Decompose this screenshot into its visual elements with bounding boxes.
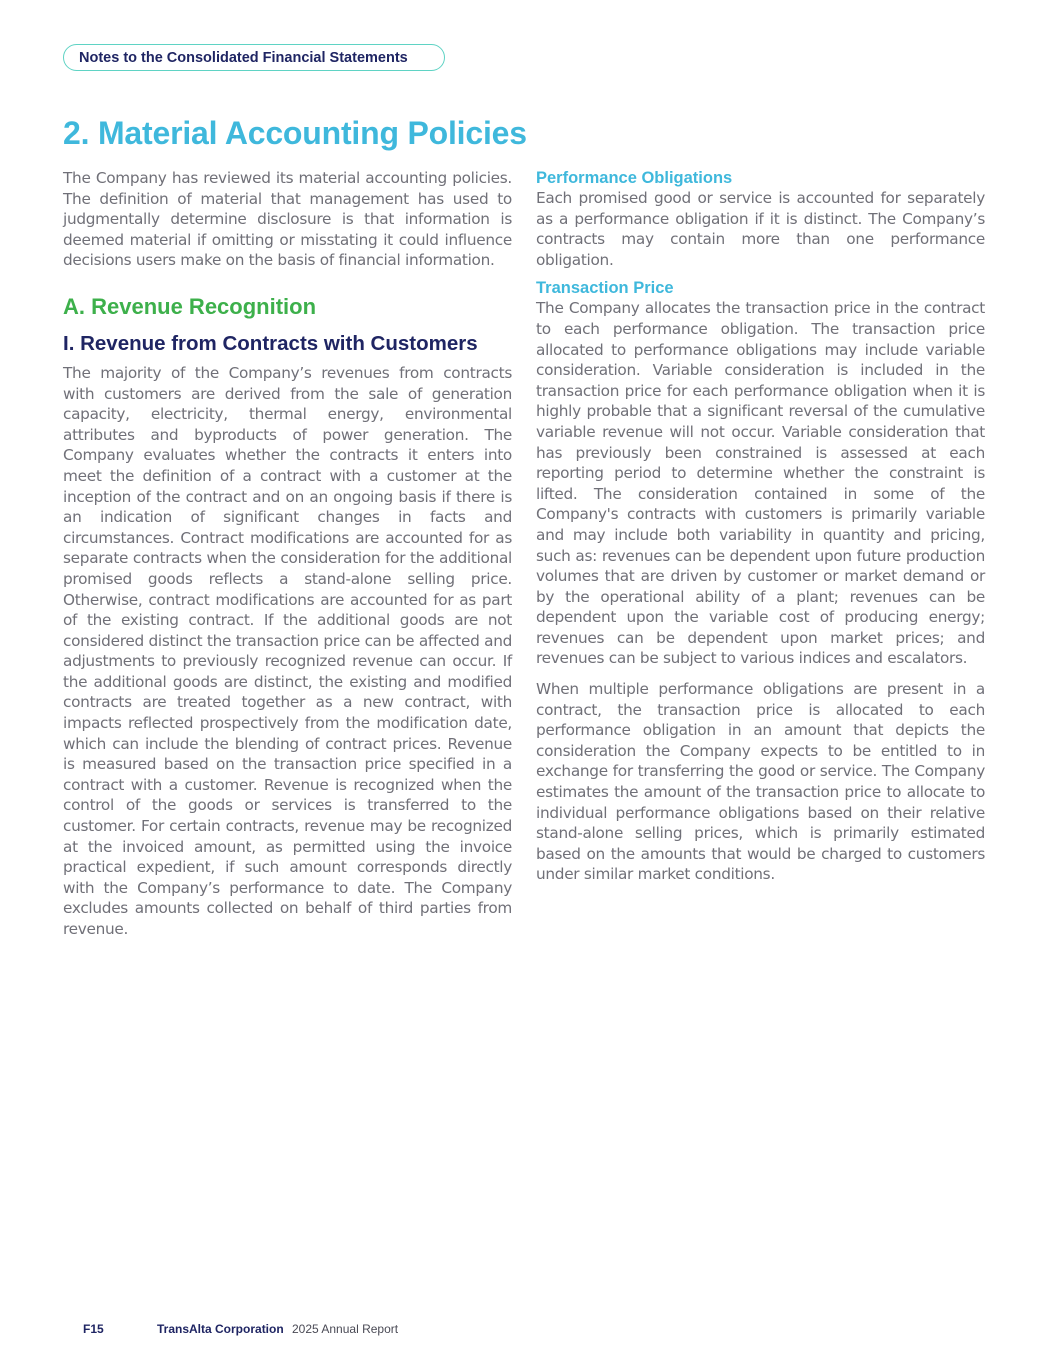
left-column: [63, 168, 512, 940]
company-name: TransAlta Corporation: [157, 1322, 284, 1336]
section-label-pill: Notes to the Consolidated Financial Statements: [63, 44, 445, 71]
performance-obligations-paragraph: Each promised good or service is accounted for separately as a performance obligation if it is distinct. The Company’s contracts may contain more than one performance obligation.: [536, 189, 985, 269]
transaction-price-paragraph-1: The Company allocates the transaction price in the contract to each performance obligation. The transaction price allocated to performance obligations may include variable consideration. Variable consideration is included in the transaction price for each performance obligation when it is highly probable that a significant reversal of the cumulative variable revenue will not occur. Variable consideration that has previously been constrained is assessed at each reporting period to determine whether the constraint is lifted. The consideration contained in some of the Company's contracts with customers is primarily variable and may include both variability in quantity and pricing, such as: revenues can be dependent upon future production volumes that are driven by customer or market demand or by the operational ability of a plant; revenues can be dependent upon the variable cost of producing energy; revenues can be dependent upon market prices; and revenues can be subject to various indices and escalators.: [536, 299, 985, 668]
right-column: [536, 168, 985, 885]
revenue-contracts-paragraph: The majority of the Company’s revenues from contracts with customers are derived from the sale of generation capacity, electricity, thermal energy, environmental attributes and byproducts of power generation. The Company evaluates whether the contracts it enters into meet the definition of a contract with a customer at the inception of the contract and on an ongoing basis if there is an indication of significant changes in facts and circumstances. Contract modifications are accounted for as separate contracts when the consideration for the additional promised goods reflects a stand-alone selling price. Otherwise, contract modifications are accounted for as part of the existing contract. If the additional goods are not considered distinct the transaction price can be affected and adjustments to previously recognized revenue can occur. If the additional goods are distinct, the existing and modified contracts are treated together as a new contract, with impacts reflected prospectively from the modification date, which can include the blending of contract prices. Revenue is measured based on the transaction price specified in a contract with a customer. Revenue is recognized when the control of the goods or services is transferred to the customer. For certain contracts, revenue may be recognized at the invoiced amount, as permitted using the invoice practical expedient, if such amount corresponds directly with the Company’s performance to date. The Company excludes amounts collected on behalf of third parties from revenue.: [63, 363, 512, 938]
performance-obligations-heading: Performance Obligations: [536, 169, 733, 187]
intro-paragraph: The Company has reviewed its material accounting policies. The definition of material that management has used to judgmentally determine disclosure is that information is deemed material if omitting or misstating it could influence decisions users make on the basis of financial information.: [63, 169, 512, 270]
transaction-price-heading: Transaction Price: [536, 279, 674, 298]
page-title: 2. Material Accounting Policies: [63, 115, 527, 151]
page-footer: [0, 1322, 1048, 1338]
transaction-price-paragraph-2: When multiple performance obligations are present in a contract, the transaction price is allocated to each performance obligation in an amount that depicts the consideration the Company expects to be entitled to in exchange for transferring the good or service. The Company estimates the amount of the transaction price to allocate to individual performance obligations based on their relative stand-alone selling prices, which is primarily estimated based on the amounts that would be charged to customers under similar market conditions.: [536, 680, 985, 884]
subsection-i-heading: I. Revenue from Contracts with Customers: [63, 331, 478, 355]
page-number: F15: [83, 1322, 104, 1336]
report-name: 2025 Annual Report: [292, 1322, 399, 1336]
section-a-heading: A. Revenue Recognition: [63, 293, 317, 319]
